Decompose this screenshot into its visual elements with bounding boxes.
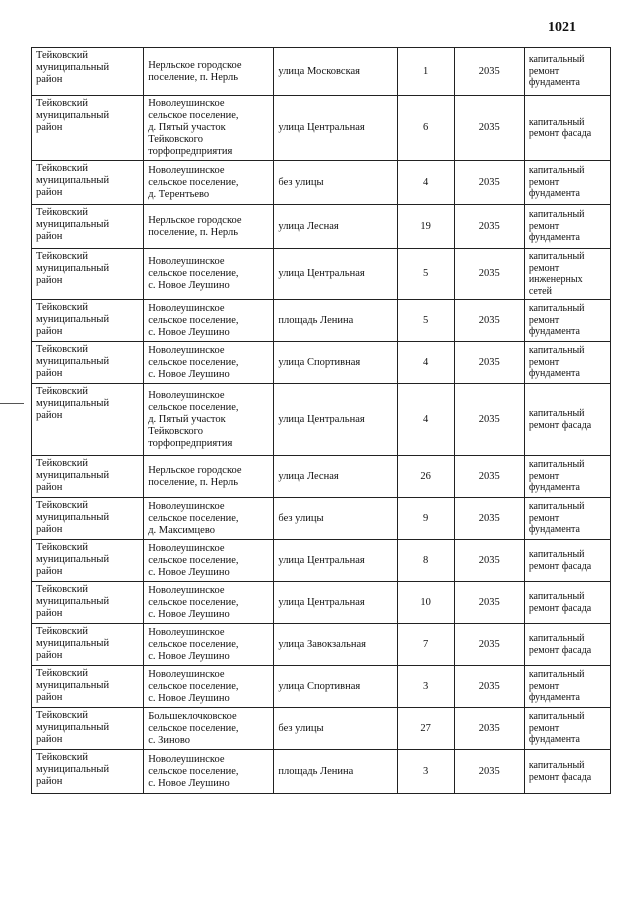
house-number-cell-text: 26 (420, 470, 431, 482)
house-number-cell-text: 4 (423, 413, 429, 425)
work-type-cell (524, 161, 610, 205)
settlement-cell-text: Нерльское городское поселение, п. Нерль (148, 59, 242, 83)
year-cell-text: 2035 (478, 176, 500, 188)
settlement-cell-text: Нерльское городское поселение, п. Нерль (148, 214, 242, 238)
table-row (32, 750, 611, 794)
street-cell-text: улица Завокзальная (278, 638, 367, 650)
table-row (32, 96, 611, 161)
year-cell-text: 2035 (478, 314, 500, 326)
table-row (32, 342, 611, 384)
district-cell-text: Тейковский муниципальный район (36, 626, 110, 661)
house-number-cell (397, 624, 454, 666)
year-cell (454, 624, 524, 666)
district-cell-text: Тейковский муниципальный район (36, 710, 110, 745)
house-number-cell (397, 205, 454, 249)
year-cell (454, 249, 524, 300)
street-cell-text: без улицы (278, 722, 324, 734)
street-cell (274, 750, 397, 794)
district-cell-text: Тейковский муниципальный район (36, 584, 110, 619)
year-cell (454, 161, 524, 205)
year-cell-text: 2035 (478, 122, 500, 133)
margin-mark (0, 403, 24, 404)
house-number-cell-text: 5 (423, 314, 429, 326)
work-type-cell-text: капитальный ремонт фундамента (528, 501, 585, 536)
settlement-cell (144, 249, 274, 300)
district-cell-text: Тейковский муниципальный район (36, 344, 110, 379)
house-number-cell-text: 19 (420, 220, 431, 232)
street-cell-text: улица Центральная (278, 554, 365, 566)
district-cell-text: Тейковский муниципальный район (36, 207, 110, 242)
table-row (32, 498, 611, 540)
work-type-cell (524, 205, 610, 249)
house-number-cell (397, 540, 454, 582)
year-cell (454, 384, 524, 456)
year-cell (454, 666, 524, 708)
settlement-cell (144, 582, 274, 624)
street-cell (274, 161, 397, 205)
house-number-cell (397, 384, 454, 456)
settlement-cell (144, 205, 274, 249)
settlement-cell (144, 624, 274, 666)
year-cell (454, 456, 524, 498)
district-cell (32, 300, 144, 342)
settlement-cell-text: Новолеушинское сельское поселение, с. Новое Леушино (148, 542, 239, 578)
table-row (32, 48, 611, 96)
work-type-cell-text: капитальный ремонт фасада (528, 116, 592, 139)
district-cell-text: Тейковский муниципальный район (36, 752, 110, 787)
district-cell (32, 96, 144, 161)
house-number-cell-text: 4 (423, 176, 429, 188)
year-cell-text: 2035 (478, 356, 500, 368)
street-cell-text: улица Спортивная (278, 680, 361, 692)
table-row (32, 205, 611, 249)
settlement-cell (144, 540, 274, 582)
settlement-cell (144, 161, 274, 205)
district-cell-text: Тейковский муниципальный район (36, 386, 110, 421)
year-cell-text: 2035 (478, 638, 500, 650)
settlement-cell-text: Новолеушинское сельское поселение, с. Новое Леушино (148, 753, 239, 789)
year-cell (454, 300, 524, 342)
table-row (32, 582, 611, 624)
year-cell (454, 342, 524, 384)
year-cell (454, 48, 524, 96)
house-number-cell-text: 27 (420, 722, 431, 734)
work-type-cell-text: капитальный ремонт фасада (528, 408, 592, 431)
house-number-cell (397, 750, 454, 794)
settlement-cell-text: Новолеушинское сельское поселение, с. Новое Леушино (148, 256, 239, 291)
house-number-cell-text: 3 (423, 765, 429, 777)
table-row (32, 384, 611, 456)
house-number-cell-text: 6 (423, 122, 429, 133)
house-number-cell-text: 8 (423, 554, 429, 566)
district-cell-text: Тейковский муниципальный район (36, 50, 110, 85)
district-cell (32, 384, 144, 456)
settlement-cell-text: Новолеушинское сельское поселение, д. Терентьево (148, 164, 239, 200)
page-number: 1021 (548, 20, 576, 35)
table-row (32, 161, 611, 205)
street-cell (274, 205, 397, 249)
work-type-cell-text: капитальный ремонт фундамента (528, 54, 585, 89)
district-cell (32, 624, 144, 666)
work-type-cell-text: капитальный ремонт фундамента (528, 209, 585, 244)
district-cell (32, 205, 144, 249)
house-number-cell (397, 456, 454, 498)
district-cell (32, 456, 144, 498)
street-cell-text: без улицы (278, 176, 324, 188)
street-cell (274, 666, 397, 708)
year-cell-text: 2035 (478, 268, 500, 279)
district-cell-text: Тейковский муниципальный район (36, 98, 110, 133)
house-number-cell (397, 96, 454, 161)
settlement-cell-text: Нерльское городское поселение, п. Нерль (148, 464, 242, 488)
district-cell-text: Тейковский муниципальный район (36, 251, 110, 286)
settlement-cell (144, 384, 274, 456)
table-row (32, 300, 611, 342)
street-cell (274, 384, 397, 456)
work-type-cell-text: капитальный ремонт фундамента (528, 345, 585, 380)
year-cell (454, 205, 524, 249)
year-cell (454, 582, 524, 624)
district-cell-text: Тейковский муниципальный район (36, 500, 110, 535)
district-cell (32, 249, 144, 300)
work-type-cell (524, 624, 610, 666)
settlement-cell (144, 48, 274, 96)
house-number-cell-text: 4 (423, 356, 429, 368)
district-cell (32, 540, 144, 582)
street-cell-text: площадь Ленина (278, 765, 354, 777)
settlement-cell (144, 666, 274, 708)
settlement-cell (144, 96, 274, 161)
settlement-cell (144, 342, 274, 384)
street-cell-text: улица Центральная (278, 268, 365, 279)
work-type-cell-text: капитальный ремонт фундамента (528, 669, 585, 704)
house-number-cell-text: 10 (420, 596, 431, 608)
work-type-cell (524, 540, 610, 582)
street-cell (274, 498, 397, 540)
street-cell (274, 96, 397, 161)
street-cell (274, 540, 397, 582)
work-type-cell-text: капитальный ремонт инженерных сетей (528, 251, 585, 297)
work-type-cell-text: капитальный ремонт фасада (528, 591, 592, 614)
house-number-cell-text: 5 (423, 268, 429, 279)
work-type-cell (524, 249, 610, 300)
district-cell (32, 582, 144, 624)
district-cell (32, 161, 144, 205)
street-cell-text: улица Лесная (278, 220, 339, 232)
house-number-cell (397, 498, 454, 540)
district-cell-text: Тейковский муниципальный район (36, 163, 110, 198)
work-type-cell (524, 750, 610, 794)
street-cell (274, 300, 397, 342)
year-cell (454, 750, 524, 794)
settlement-cell-text: Новолеушинское сельское поселение, с. Новое Леушино (148, 668, 239, 704)
work-type-cell (524, 582, 610, 624)
street-cell (274, 582, 397, 624)
work-type-cell-text: капитальный ремонт фундамента (528, 711, 585, 746)
settlement-cell-text: Новолеушинское сельское поселение, с. Новое Леушино (148, 302, 239, 338)
district-cell (32, 666, 144, 708)
settlement-cell-text: Новолеушинское сельское поселение, д. Пятый участок Тейковского торфопредприятия (148, 98, 239, 157)
work-type-cell (524, 384, 610, 456)
work-type-cell-text: капитальный ремонт фасада (528, 549, 592, 572)
street-cell (274, 456, 397, 498)
work-type-cell (524, 342, 610, 384)
settlement-cell-text: Новолеушинское сельское поселение, с. Новое Леушино (148, 626, 239, 662)
street-cell-text: улица Московская (278, 65, 361, 77)
street-cell-text: улица Центральная (278, 122, 365, 133)
work-type-cell (524, 456, 610, 498)
work-type-cell (524, 498, 610, 540)
house-number-cell (397, 249, 454, 300)
year-cell (454, 540, 524, 582)
year-cell-text: 2035 (478, 220, 500, 232)
house-number-cell-text: 3 (423, 680, 429, 692)
street-cell-text: площадь Ленина (278, 314, 354, 326)
settlement-cell (144, 456, 274, 498)
house-number-cell (397, 48, 454, 96)
table-row (32, 666, 611, 708)
year-cell-text: 2035 (478, 554, 500, 566)
street-cell-text: улица Центральная (278, 596, 365, 608)
district-cell (32, 750, 144, 794)
street-cell (274, 249, 397, 300)
work-type-cell-text: капитальный ремонт фасада (528, 760, 592, 783)
year-cell-text: 2035 (478, 65, 500, 77)
house-number-cell (397, 708, 454, 750)
year-cell (454, 498, 524, 540)
table-body (32, 48, 611, 794)
district-cell (32, 342, 144, 384)
table-row (32, 540, 611, 582)
settlement-cell-text: Новолеушинское сельское поселение, д. Максимцево (148, 500, 239, 536)
district-cell-text: Тейковский муниципальный район (36, 458, 110, 493)
street-cell (274, 708, 397, 750)
table-row (32, 456, 611, 498)
work-type-cell-text: капитальный ремонт фундамента (528, 459, 585, 494)
street-cell-text: улица Спортивная (278, 356, 361, 368)
house-number-cell (397, 582, 454, 624)
work-type-cell (524, 96, 610, 161)
district-cell-text: Тейковский муниципальный район (36, 302, 110, 337)
district-cell-text: Тейковский муниципальный район (36, 542, 110, 577)
district-cell (32, 708, 144, 750)
work-type-cell-text: капитальный ремонт фундамента (528, 165, 585, 200)
district-cell (32, 498, 144, 540)
street-cell-text: улица Лесная (278, 470, 339, 482)
table-row (32, 708, 611, 750)
house-number-cell-text: 1 (423, 65, 429, 77)
settlement-cell-text: Новолеушинское сельское поселение, с. Новое Леушино (148, 584, 239, 620)
street-cell-text: улица Центральная (278, 413, 365, 425)
year-cell-text: 2035 (478, 680, 500, 692)
settlement-cell (144, 300, 274, 342)
work-type-cell (524, 48, 610, 96)
year-cell-text: 2035 (478, 512, 500, 524)
street-cell (274, 624, 397, 666)
work-type-cell (524, 300, 610, 342)
house-number-cell (397, 666, 454, 708)
year-cell-text: 2035 (478, 470, 500, 482)
year-cell-text: 2035 (478, 596, 500, 608)
settlement-cell (144, 498, 274, 540)
district-cell-text: Тейковский муниципальный район (36, 668, 110, 703)
house-number-cell (397, 342, 454, 384)
house-number-cell (397, 161, 454, 205)
district-cell (32, 48, 144, 96)
year-cell (454, 708, 524, 750)
work-type-cell (524, 708, 610, 750)
settlement-cell (144, 750, 274, 794)
housing-repair-table (31, 47, 611, 794)
table-row (32, 249, 611, 300)
work-type-cell (524, 666, 610, 708)
year-cell (454, 96, 524, 161)
settlement-cell-text: Большеклочковское сельское поселение, с. Зиново (148, 710, 239, 746)
table-row (32, 624, 611, 666)
street-cell-text: без улицы (278, 512, 324, 524)
house-number-cell (397, 300, 454, 342)
year-cell-text: 2035 (478, 765, 500, 777)
work-type-cell-text: капитальный ремонт фундамента (528, 303, 585, 338)
year-cell-text: 2035 (478, 413, 500, 425)
settlement-cell (144, 708, 274, 750)
street-cell (274, 342, 397, 384)
house-number-cell-text: 9 (423, 512, 429, 524)
street-cell (274, 48, 397, 96)
settlement-cell-text: Новолеушинское сельское поселение, с. Новое Леушино (148, 344, 239, 380)
work-type-cell-text: капитальный ремонт фасада (528, 633, 592, 656)
year-cell-text: 2035 (478, 722, 500, 734)
settlement-cell-text: Новолеушинское сельское поселение, д. Пятый участок Тейковского торфопредприятия (148, 389, 239, 449)
house-number-cell-text: 7 (423, 638, 429, 650)
